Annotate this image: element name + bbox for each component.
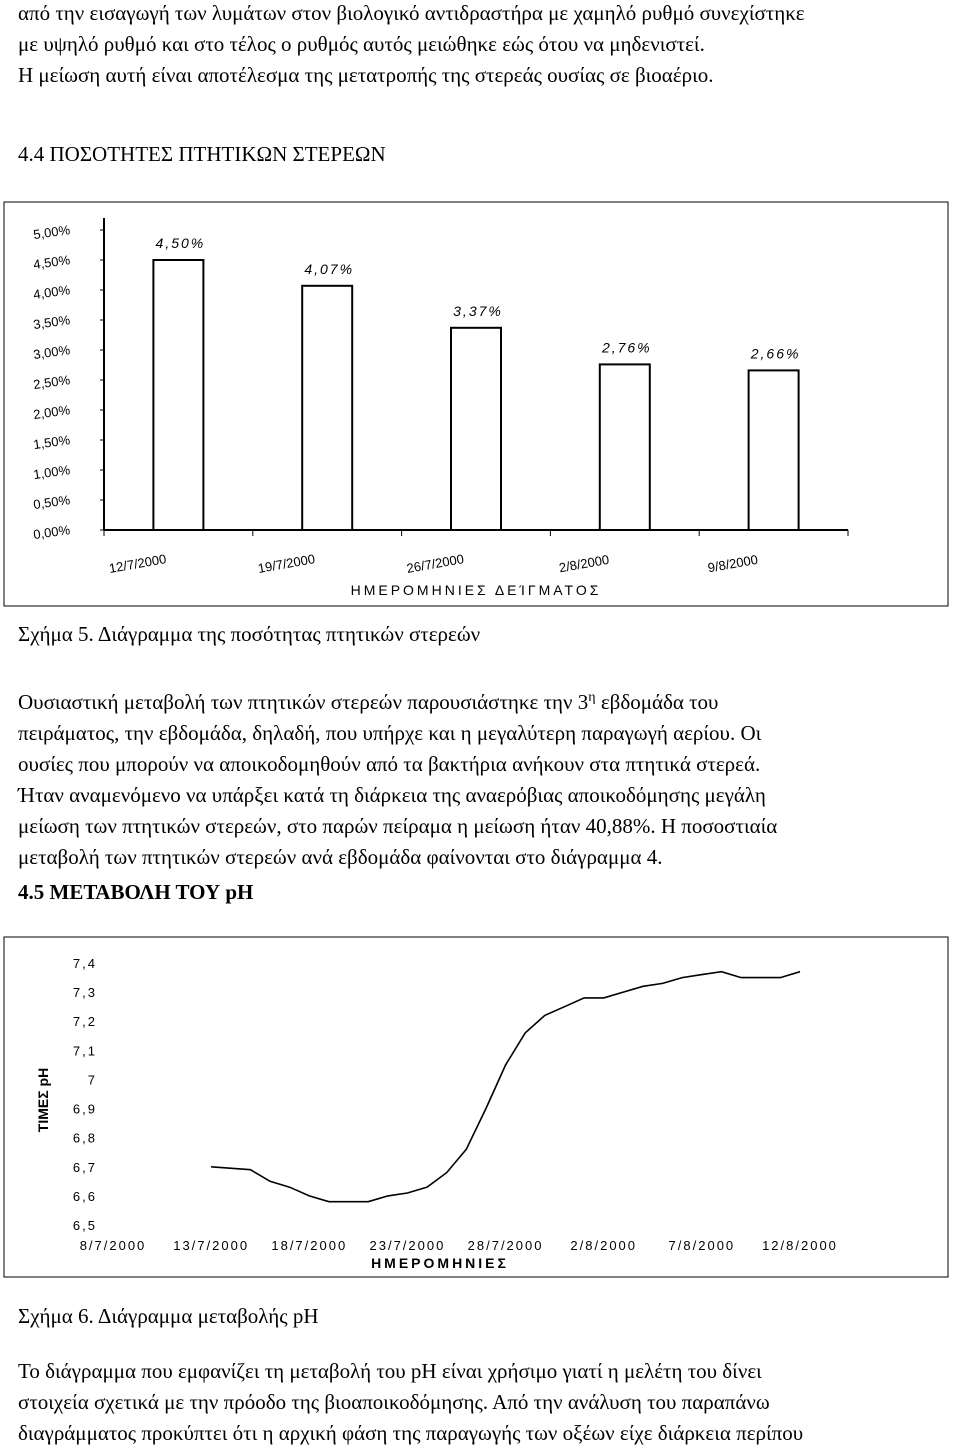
paragraph-line: στοιχεία σχετικά με την πρόοδο της βιοαποικοδόμησης. Από την ανάλυση του παραπάνω: [18, 1390, 770, 1414]
y-tick-label: 0,50%: [32, 492, 71, 513]
y-tick-label: 6,7: [72, 1159, 97, 1175]
y-tick-label: 6,6: [72, 1188, 97, 1204]
y-tick-label: 2,50%: [32, 372, 71, 393]
y-tick-label: 1,00%: [32, 462, 71, 483]
x-tick-label: 8/7/2000: [79, 1238, 147, 1253]
figure-5-caption: Σχήμα 5. Διάγραμμα της ποσότητας πτητικών στερεών: [18, 622, 481, 646]
x-tick-label: 2/8/2000: [557, 551, 611, 576]
paragraph-volatile-solids: [18, 682, 954, 873]
y-tick-label: 1,50%: [32, 432, 71, 453]
y-tick-label: 4,50%: [32, 252, 71, 273]
x-axis-title: ΗΜΕΡΟΜΗΝΙΕΣ ΔΕΊΓΜΑΤΟΣ: [350, 582, 602, 598]
ph-line-chart: [0, 935, 960, 1280]
bar-value-label: 3,37%: [453, 302, 503, 319]
x-tick-label: 9/8/2000: [706, 551, 760, 576]
x-axis-ticks: [104, 530, 848, 576]
bar: [600, 364, 650, 530]
x-tick-label: 12/7/2000: [107, 551, 168, 576]
ph-series-line: [211, 972, 800, 1202]
section-heading-4-4: 4.4 ΠΟΣΟΤΗΤΕΣ ΠΤΗΤΙΚΩΝ ΣΤΕΡΕΩΝ: [18, 142, 386, 166]
figure-6-caption: Σχήμα 6. Διάγραμμα μεταβολής pH: [18, 1304, 319, 1328]
bar-value-label: 2,66%: [750, 345, 801, 362]
x-tick-label: 18/7/2000: [271, 1238, 348, 1253]
bar: [451, 328, 501, 530]
y-tick-label: 7,2: [72, 1014, 97, 1030]
text-part: Ουσιαστική μεταβολή των πτητικών στερεών παρουσιάστηκε την $3^\eta$ εβδομάδα του: [18, 690, 719, 714]
bar-value-label: 2,76%: [601, 339, 652, 356]
x-tick-label: 23/7/2000: [369, 1238, 446, 1253]
x-tick-label: 28/7/2000: [467, 1238, 544, 1253]
chart-frame: [4, 937, 948, 1277]
paragraph-line: Ήταν αναμενόμενο να υπάρξει κατά τη διάρκεια της αναερόβιας αποικοδόμησης μεγάλη: [18, 783, 766, 807]
intro-line: από την εισαγωγή των λυμάτων στον βιολογικό αντιδραστήρα με χαμηλό ρυθμό συνεχίστηκε: [18, 1, 805, 25]
bars: [153, 235, 800, 530]
x-axis-ticks: [80, 1238, 838, 1253]
y-axis-title: ΤΙΜΕΣ pH: [35, 1067, 51, 1133]
intro-paragraph-2: [18, 60, 954, 91]
y-tick-label: 7,3: [72, 985, 97, 1001]
y-axis-ticks: [73, 956, 97, 1233]
volatile-solids-bar-chart: [0, 200, 960, 610]
paragraph-line: Το διάγραμμα που εμφανίζει τη μεταβολή του pH είναι χρήσιμο γιατί η μελέτη του δίνει: [18, 1359, 762, 1383]
y-tick-label: 4,00%: [32, 282, 71, 303]
bar: [749, 370, 799, 530]
paragraph-line: ουσίες που μπορούν να αποικοδομηθούν από τα βακτήρια ανήκουν στα πτητικά στερεά.: [18, 752, 761, 776]
bar: [153, 260, 203, 530]
bar-value-label: 4,07%: [304, 260, 355, 277]
x-tick-label: 2/8/2000: [570, 1238, 638, 1253]
paragraph-line: διαγράμματος προκύπτει ότι η αρχική φάση της παραγωγής των οξέων είχε διάρκεια περίπου: [18, 1421, 804, 1445]
paragraph-line: πειράματος, την εβδομάδα, δηλαδή, που υπήρχε και η μεγαλύτερη παραγωγή αερίου. Οι: [18, 721, 762, 745]
x-tick-label: 7/8/2000: [668, 1238, 736, 1253]
intro-paragraph: [18, 0, 954, 60]
paragraph-line: μεταβολή των πτητικών στερεών ανά εβδομάδα φαίνονται στο διάγραμμα 4.: [18, 845, 663, 869]
y-tick-label: 5,00%: [32, 222, 71, 243]
y-tick-label: 7,4: [72, 956, 97, 971]
x-tick-label: 13/7/2000: [173, 1238, 250, 1253]
y-tick-label: 0,00%: [32, 522, 71, 543]
y-tick-label: 3,00%: [32, 342, 71, 363]
y-tick-label: 6,8: [72, 1130, 97, 1146]
bar: [302, 286, 352, 530]
intro-line: με υψηλό ρυθμό και στο τέλος ο ρυθμός αυτός μειώθηκε εώς ότου να μηδενιστεί.: [18, 32, 705, 56]
paragraph-line: μείωση των πτητικών στερεών, στο παρών πείραμα η μείωση ήταν 40,88%. Η ποσοστιαία: [18, 814, 778, 838]
x-axis-title: ΗΜΕΡΟΜΗΝΙΕΣ: [371, 1255, 509, 1271]
y-tick-label: 3,50%: [32, 312, 71, 333]
y-axis-ticks: [32, 222, 104, 542]
bar-value-label: 4,50%: [155, 235, 206, 251]
y-tick-label: 6,9: [72, 1101, 97, 1117]
y-tick-label: 2,00%: [32, 402, 71, 423]
section-heading-4-5: 4.5 ΜΕΤΑΒΟΛΗ ΤΟΥ pH: [18, 880, 254, 904]
y-tick-label: 7: [87, 1072, 97, 1088]
y-tick-label: 7,1: [72, 1043, 97, 1059]
x-tick-label: 12/8/2000: [762, 1238, 838, 1253]
x-tick-label: 19/7/2000: [256, 551, 317, 576]
intro-line: Η μείωση αυτή είναι αποτέλεσμα της μετατροπής της στερεάς ουσίας σε βιοαέριο.: [18, 63, 714, 87]
paragraph-ph: [18, 1356, 954, 1449]
superscript: η: [588, 690, 596, 705]
paragraph-line: [18, 682, 954, 718]
y-tick-label: 6,5: [72, 1218, 97, 1233]
x-tick-label: 26/7/2000: [405, 551, 466, 576]
